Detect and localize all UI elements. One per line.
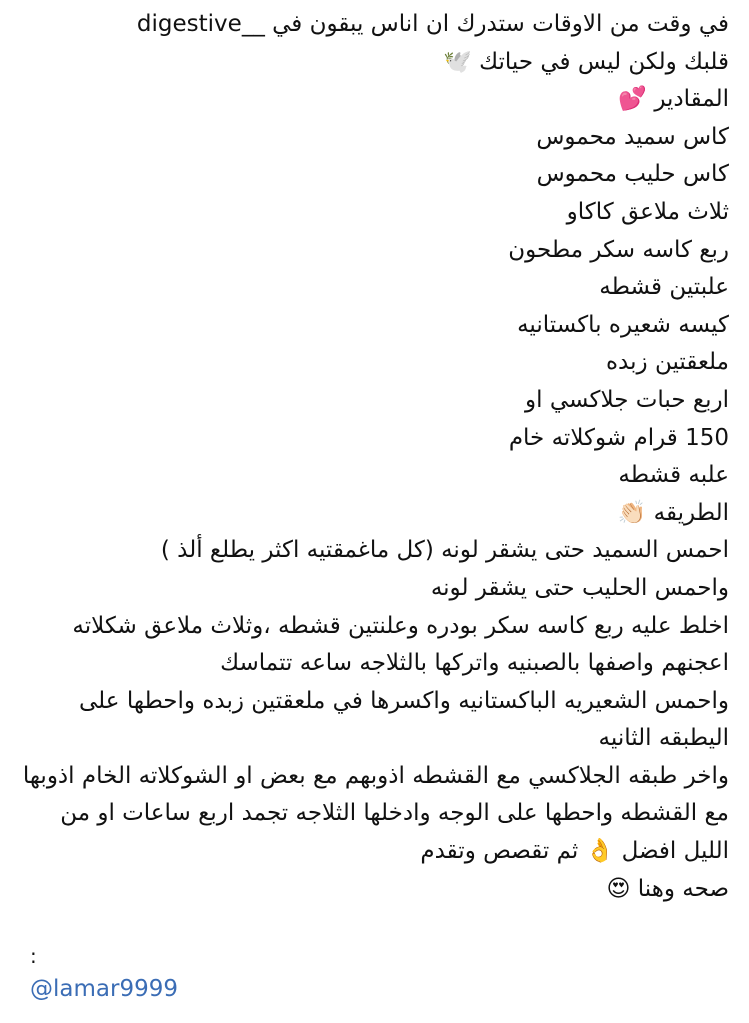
- ingredient-item: ربع كاسه سكر مطحون: [508, 236, 729, 263]
- ingredient-item: علبه قشطه: [618, 462, 729, 489]
- ingredient-item: ثلاث ملاعق كاكاو: [566, 198, 729, 225]
- method-step: اعجنهم واصفها بالصبنيه واتركها بالثلاجه ساعه تتماسك: [220, 650, 729, 677]
- ingredient-item: اربع حبات جلاكسي او: [525, 386, 729, 413]
- ingredient-item: كاس سميد محموس: [536, 123, 729, 150]
- caption-line-intro: في وقت من الاوقات ستدرك ان اناس يبقون في __digestive: [136, 11, 729, 37]
- method-step: احمس السميد حتى يشقر لونه (كل ماغمقتيه اكثر يطلع ألذ ): [160, 537, 729, 564]
- method-step: واخر طبقه الجلاكسي مع القشطه اذوبهم مع بعض او الشوكلاته الخام اذوبها مع القشطه واحطها على الوجه وادخلها الثلاجه تجمد اربع ساعات او من الليل افضل 👌 ثم تقصص وتقدم: [22, 762, 729, 865]
- method-step: واحمس الشعيريه الباكستانيه واكسرها في ملعقتين زبده واحطها على اليطبقه الثانيه: [79, 687, 729, 752]
- ingredient-item: ملعقتين زبده: [606, 349, 729, 376]
- method-step: واحمس الحليب حتى يشقر لونه: [430, 574, 729, 601]
- user-mention-link[interactable]: @lamar9999: [30, 976, 178, 1002]
- method-step: اخلط عليه ربع كاسه سكر بودره وعلنتين قشطه ،وثلاث ملاعق شكلاته: [72, 612, 729, 639]
- caption-line-intro-2: قلبك ولكن ليس في حياتك 🕊️: [443, 48, 729, 75]
- separator-colon: :: [30, 944, 37, 968]
- recipe-caption: [14, 6, 729, 908]
- closing-line: صحه وهنا 😍: [606, 875, 729, 902]
- ingredient-item: كاس حليب محموس: [536, 161, 729, 188]
- ingredient-item: 150 قرام شوكلاته خام: [508, 424, 729, 451]
- ingredient-item: علبتين قشطه: [599, 274, 729, 301]
- ingredients-heading: المقادير 💕: [618, 86, 729, 113]
- method-heading: الطريقه 👏🏻: [617, 499, 729, 526]
- ingredient-item: كيسه شعيره باكستانيه: [517, 311, 729, 338]
